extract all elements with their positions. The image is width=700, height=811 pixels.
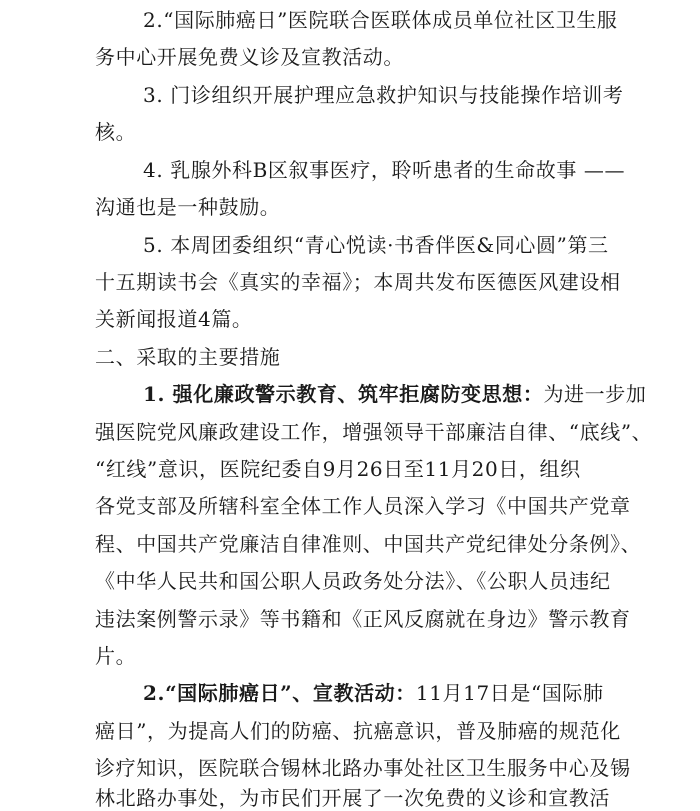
text-line: 沟通也是一种鼓励。 <box>95 195 281 219</box>
text-line: 2.“国际肺癌日”医院联合医联体成员单位社区卫生服 <box>143 8 618 32</box>
text-line: 强医院党风廉政建设工作，增强领导干部廉洁自律、“底线”、 <box>95 420 653 444</box>
measure-text: 11月17日是“国际肺 <box>415 681 604 705</box>
text-line <box>143 681 604 705</box>
section-heading: 二、采取的主要措施 <box>95 345 281 369</box>
text-line: 十五期读书会《真实的幸福》；本周共发布医德医风建设相 <box>95 270 621 294</box>
text-line: 5. 本周团委组织“青心悦读·书香伴医&同心圆”第三 <box>143 233 609 257</box>
text-line: 关新闻报道4篇。 <box>95 307 253 331</box>
measure-lead: 1. 强化廉政警示教育、筑牢拒腐防变思想： <box>143 382 544 406</box>
text-line: 片。 <box>95 644 137 668</box>
text-line: 违法案例警示录》等书籍和《正风反腐就在身边》警示教育 <box>95 607 631 631</box>
text-line: 《中华人民共和国公职人员政务处分法》、《公职人员违纪 <box>95 569 611 593</box>
text-line: 务中心开展免费义诊及宣教活动。 <box>95 45 404 69</box>
text-line: “红线”意识，医院纪委自9月26日至11月20日，组织 <box>95 457 581 481</box>
text-line: 林北路办事处，为市民们开展了一次免费的义诊和宣教活 <box>95 786 610 810</box>
text-line: 3. 门诊组织开展护理应急救护知识与技能操作培训考 <box>143 83 624 107</box>
text-line: 癌日”，为提高人们的防癌、抗癌意识，普及肺癌的规范化 <box>95 719 621 743</box>
measure-text: 为进一步加 <box>543 382 647 406</box>
text-line: 核。 <box>95 120 137 144</box>
text-line: 4. 乳腺外科B区叙事医疗，聆听患者的生命故事 —— <box>143 158 626 182</box>
measure-lead: 2.“国际肺癌日”、宣教活动： <box>143 681 416 705</box>
text-line: 程、中国共产党廉洁自律准则、中国共产党纪律处分条例》、 <box>95 532 642 556</box>
text-line <box>143 382 646 406</box>
text-line: 诊疗知识，医院联合锡林北路办事处社区卫生服务中心及锡 <box>95 756 631 780</box>
text-line: 各党支部及所辖科室全体工作人员深入学习《中国共产党章 <box>95 494 631 518</box>
